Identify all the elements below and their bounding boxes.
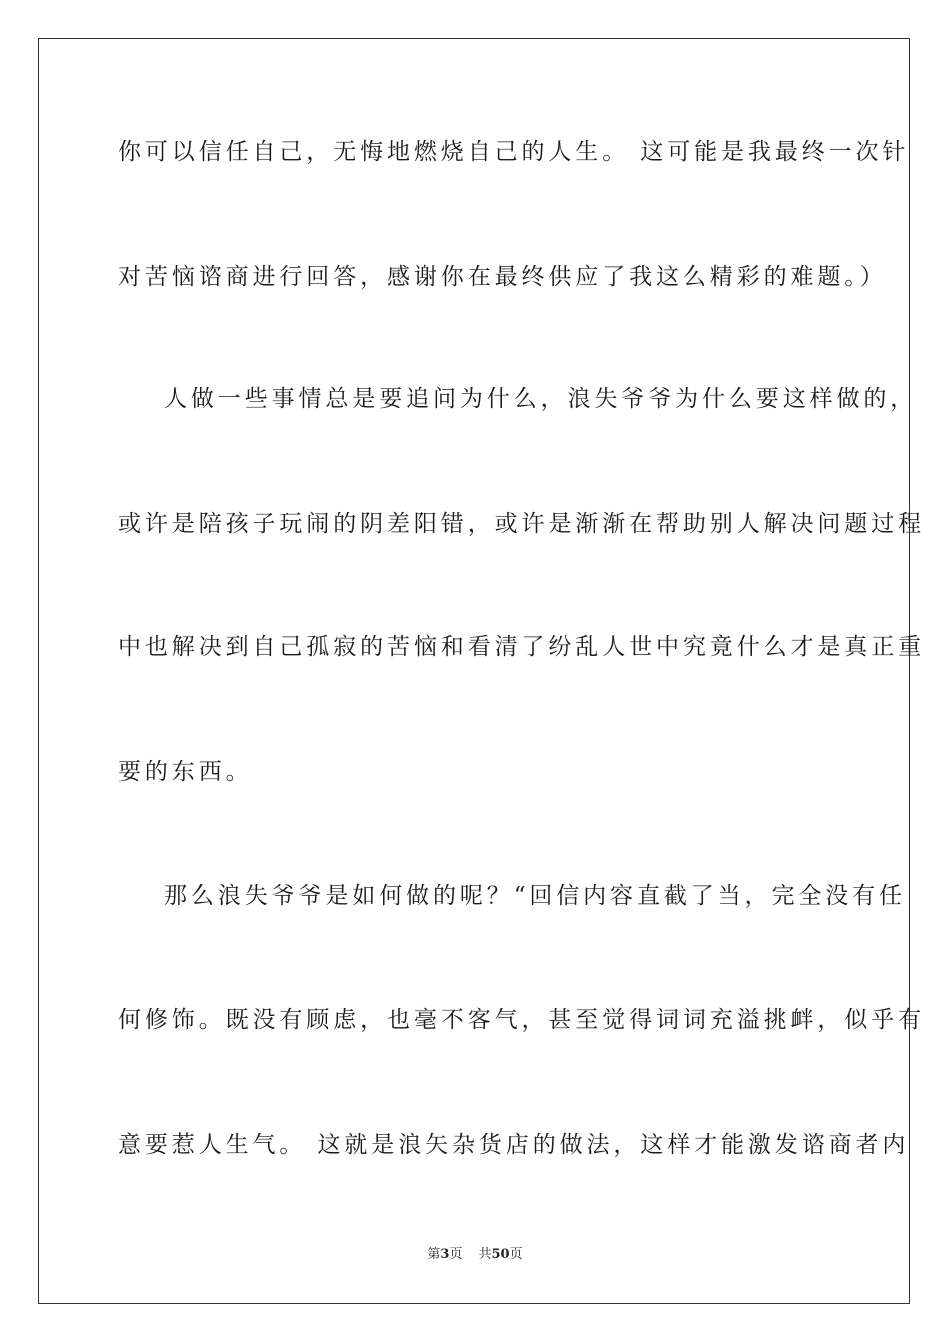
- text-line: 中也解决到自己孤寂的苦恼和看清了纷乱人世中究竟什么才是真正重: [118, 634, 925, 660]
- page-border: [38, 38, 925, 1304]
- text-line: 那么浪失爷爷是如何做的呢？“回信内容直截了当，完全没有任: [164, 883, 906, 909]
- total-prefix: 共: [478, 1247, 492, 1262]
- text-line: 人做一些事情总是要追问为什么，浪失爷爷为什么要这样做的，: [164, 386, 918, 412]
- page-footer: [0, 1246, 950, 1264]
- page-number: 3: [440, 1247, 450, 1262]
- text-line: 何修饰。既没有顾虑，也毫不客气，甚至觉得词词充溢挑衅，似乎有: [118, 1007, 925, 1033]
- total-suffix: 页: [509, 1247, 523, 1262]
- text-line: 你可以信任自己，无悔地燃烧自己的人生。 这可能是我最终一次针: [118, 139, 910, 165]
- text-line: 对苦恼谘商进行回答，感谢你在最终供应了我这么精彩的难题。）: [118, 264, 887, 290]
- page-suffix: 页: [449, 1247, 463, 1262]
- total-pages: 50: [491, 1247, 510, 1262]
- text-line: 或许是陪孩子玩闹的阴差阳错，或许是渐渐在帮助别人解决问题过程: [118, 511, 925, 537]
- page-prefix: 第: [427, 1247, 441, 1262]
- text-line: 意要惹人生气。 这就是浪矢杂货店的做法，这样才能激发谘商者内: [118, 1132, 910, 1158]
- text-line: 要的东西。: [118, 759, 253, 785]
